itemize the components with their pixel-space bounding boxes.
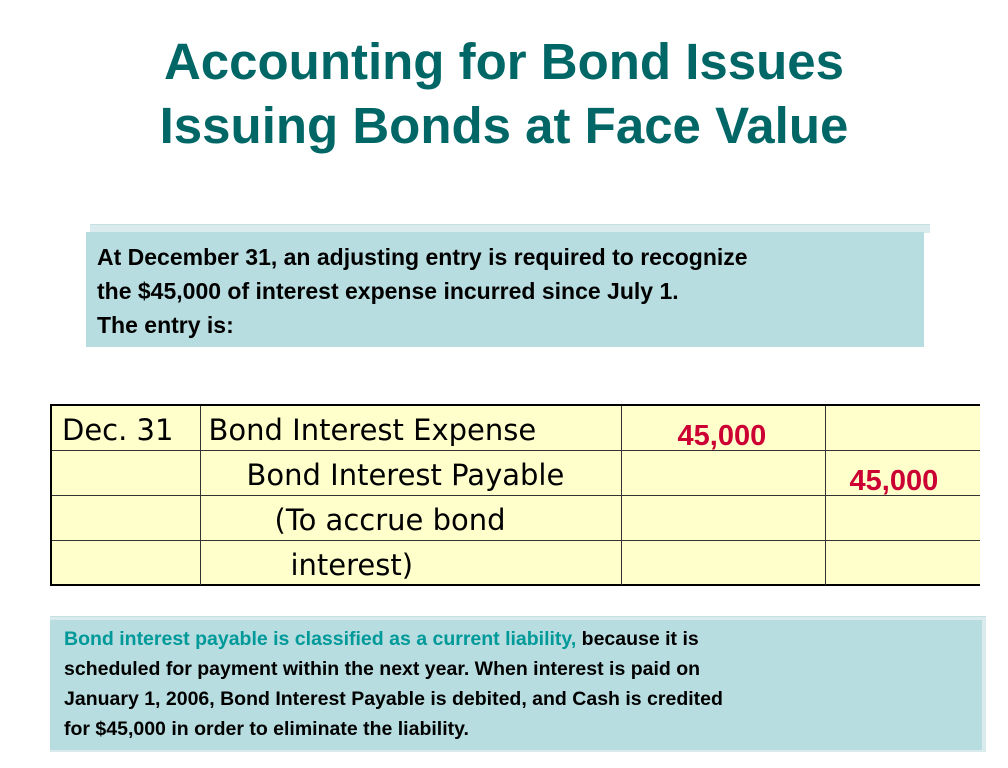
journal-entry-table [50, 404, 980, 586]
explanation-line-2: interest) [290, 548, 414, 582]
account-cell [200, 451, 621, 496]
note-text-box [50, 620, 986, 752]
credit-cell [825, 406, 980, 451]
credit-cell [825, 496, 980, 541]
journal-row [52, 541, 980, 586]
debit-amount: 45,000 [677, 420, 767, 452]
account-cell [200, 496, 621, 541]
journal-row [52, 496, 980, 541]
note-line-1-rest: because it is [576, 628, 699, 650]
account-cell [200, 541, 621, 586]
debit-cell [621, 496, 825, 541]
journal-row [52, 451, 980, 496]
account-cell [200, 406, 621, 451]
note-highlight: Bond interest payable is classified as a current liability, [64, 628, 577, 650]
intro-text-box [86, 232, 924, 349]
note-line-2: scheduled for payment within the next year. When interest is paid on [64, 658, 701, 680]
date-cell [52, 496, 200, 541]
journal-row [52, 406, 980, 451]
date-cell [52, 541, 200, 586]
intro-line-2: the $45,000 of interest expense incurred since July 1. [97, 278, 679, 304]
intro-line-1: At December 31, an adjusting entry is required to recognize [97, 244, 748, 270]
entry-date: Dec. 31 [62, 413, 174, 447]
note-line-1 [64, 624, 968, 654]
date-cell [52, 406, 200, 451]
debit-account: Bond Interest Expense [208, 413, 537, 447]
credit-amount: 45,000 [849, 465, 939, 497]
note-line-3: January 1, 2006, Bond Interest Payable is debited, and Cash is credited [64, 688, 723, 710]
debit-cell [621, 451, 825, 496]
title-line-2: Issuing Bonds at Face Value [159, 97, 849, 154]
credit-cell [825, 541, 980, 586]
note-line-4: for $45,000 in order to eliminate the liability. [64, 718, 469, 740]
credit-account: Bond Interest Payable [246, 458, 565, 492]
date-cell [52, 451, 200, 496]
intro-line-3: The entry is: [97, 312, 234, 338]
debit-cell [621, 406, 825, 451]
explanation-line-1: (To accrue bond [274, 503, 506, 537]
debit-cell [621, 541, 825, 586]
title-line-1: Accounting for Bond Issues [163, 33, 845, 90]
credit-cell [825, 451, 980, 496]
slide-title [0, 30, 1008, 158]
